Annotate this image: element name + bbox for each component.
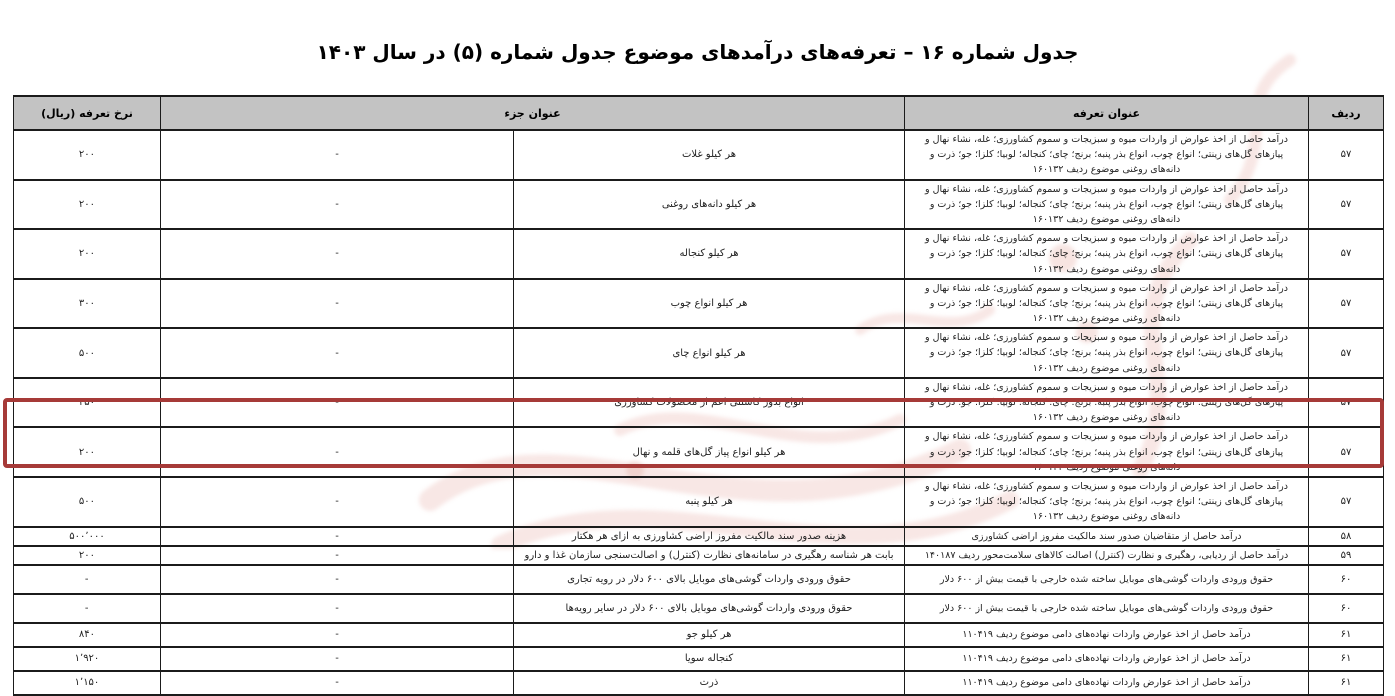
rate-cell: ۸۴۰	[13, 623, 160, 647]
radif-cell: ۵۷	[1309, 229, 1384, 279]
rate-cell: ۳۰۰	[13, 279, 160, 329]
table-row	[13, 647, 1383, 671]
table-header-row	[13, 96, 1383, 130]
component-title-cell: هر کیلو پنبه	[514, 477, 905, 527]
tariff-title-cell: درآمد حاصل از اخذ عوارض از واردات میوه و سبزیجات و سموم کشاورزی؛ غله، نشاء نهال و پیازهای گل‌های زینتی؛ انواع چوب، انواع بذر پنبه؛ برنج؛ چای؛ کنجاله؛ لوبیا؛ کلزا؛ جو؛ ذرت و دانه‌های روغنی موضوع ردیف ۱۶۰۱۳۲	[905, 378, 1309, 428]
radif-cell: ۶۰	[1309, 594, 1384, 623]
radif-cell: ۵۷	[1309, 477, 1384, 527]
component-title-cell: حقوق ورودی واردات گوشی‌های موبایل بالای ۶۰۰ دلار در سایر رویه‌ها	[514, 594, 905, 623]
dash-cell: -	[160, 594, 513, 623]
tariff-title-cell: درآمد حاصل از متقاضیان صدور سند مالکیت مفروز اراضی کشاورزی	[905, 527, 1309, 546]
table-row	[13, 180, 1383, 230]
dash-cell: -	[160, 527, 513, 546]
rate-cell: ۱٬۱۵۰	[13, 671, 160, 695]
dash-cell: -	[160, 229, 513, 279]
rate-cell: ۲۰۰	[13, 546, 160, 565]
radif-cell: ۶۱	[1309, 623, 1384, 647]
component-title-cell: حقوق ورودی واردات گوشی‌های موبایل بالای ۶۰۰ دلار در رویه تجاری	[514, 565, 905, 594]
component-title-cell: بابت هر شناسه رهگیری در سامانه‌های نظارت (کنترل) و اصالت‌سنجی سازمان غذا و دارو	[514, 546, 905, 565]
table-row	[13, 328, 1383, 378]
radif-cell: ۵۷	[1309, 328, 1384, 378]
component-title-cell: هر کیلو انواع پیاز گل‌های قلمه و نهال	[514, 427, 905, 477]
radif-cell: ۵۷	[1309, 180, 1384, 230]
tariff-table	[13, 95, 1384, 696]
rate-cell: -	[13, 565, 160, 594]
dash-cell: -	[160, 477, 513, 527]
dash-cell: -	[160, 647, 513, 671]
radif-cell: ۶۱	[1309, 647, 1384, 671]
dash-cell: -	[160, 671, 513, 695]
radif-cell: ۵۹	[1309, 546, 1384, 565]
component-title-cell: انواع بذور کاشتنی اعم از محصولات کشاورزی	[514, 378, 905, 428]
component-title-cell: هر کیلو کنجاله	[514, 229, 905, 279]
rate-cell: -	[13, 594, 160, 623]
radif-cell: ۶۰	[1309, 565, 1384, 594]
dash-cell: -	[160, 623, 513, 647]
table-row	[13, 565, 1383, 594]
radif-cell: ۵۷	[1309, 279, 1384, 329]
table-row	[13, 527, 1383, 546]
tariff-table-container	[14, 95, 1384, 696]
table-row	[13, 671, 1383, 695]
component-title-cell: هر کیلو انواع چوب	[514, 279, 905, 329]
rate-cell: ۵۰۰٬۰۰۰	[13, 527, 160, 546]
rate-cell: ۲۵۰	[13, 378, 160, 428]
header-tariff-title: عنوان تعرفه	[905, 96, 1309, 130]
radif-cell: ۶۱	[1309, 671, 1384, 695]
component-title-cell: هر کیلو جو	[514, 623, 905, 647]
dash-cell: -	[160, 546, 513, 565]
rate-cell: ۲۰۰	[13, 427, 160, 477]
table-row	[13, 594, 1383, 623]
dash-cell: -	[160, 378, 513, 428]
component-title-cell: هر کیلو غلات	[514, 130, 905, 180]
tariff-title-cell: حقوق ورودی واردات گوشی‌های موبایل ساخته شده خارجی با قیمت بیش از ۶۰۰ دلار	[905, 565, 1309, 594]
header-radif: ردیف	[1309, 96, 1384, 130]
table-row	[13, 279, 1383, 329]
table-row	[13, 623, 1383, 647]
component-title-cell: ذرت	[514, 671, 905, 695]
header-component-title: عنوان جزء	[160, 96, 904, 130]
radif-cell: ۵۷	[1309, 427, 1384, 477]
component-title-cell: هر کیلو انواع چای	[514, 328, 905, 378]
dash-cell: -	[160, 328, 513, 378]
tariff-title-cell: درآمد حاصل از اخذ عوارض واردات نهاده‌های دامی موضوع ردیف ۱۱۰۴۱۹	[905, 647, 1309, 671]
tariff-title-cell: درآمد حاصل از اخذ عوارض از واردات میوه و سبزیجات و سموم کشاورزی؛ غله، نشاء نهال و پیازهای گل‌های زینتی؛ انواع چوب، انواع بذر پنبه؛ برنج؛ چای؛ کنجاله؛ لوبیا؛ کلزا؛ جو؛ ذرت و دانه‌های روغنی موضوع ردیف ۱۶۰۱۳۲	[905, 427, 1309, 477]
component-title-cell: هزینه صدور سند مالکیت مفروز اراضی کشاورزی به ازای هر هکتار	[514, 527, 905, 546]
header-rate: نرخ تعرفه (ریال)	[13, 96, 160, 130]
radif-cell: ۵۸	[1309, 527, 1384, 546]
tariff-title-cell: درآمد حاصل از اخذ عوارض از واردات میوه و سبزیجات و سموم کشاورزی؛ غله، نشاء نهال و پیازهای گل‌های زینتی؛ انواع چوب، انواع بذر پنبه؛ برنج؛ چای؛ کنجاله؛ لوبیا؛ کلزا؛ جو؛ ذرت و دانه‌های روغنی موضوع ردیف ۱۶۰۱۳۲	[905, 180, 1309, 230]
tariff-title-cell: حقوق ورودی واردات گوشی‌های موبایل ساخته شده خارجی با قیمت بیش از ۶۰۰ دلار	[905, 594, 1309, 623]
rate-cell: ۲۰۰	[13, 229, 160, 279]
tariff-title-cell: درآمد حاصل از ردیابی، رهگیری و نظارت (کنترل) اصالت کالاهای سلامت‌محور ردیف ۱۴۰۱۸۷	[905, 546, 1309, 565]
tariff-title-cell: درآمد حاصل از اخذ عوارض واردات نهاده‌های دامی موضوع ردیف ۱۱۰۴۱۹	[905, 623, 1309, 647]
tariff-title-cell: درآمد حاصل از اخذ عوارض از واردات میوه و سبزیجات و سموم کشاورزی؛ غله، نشاء نهال و پیازهای گل‌های زینتی؛ انواع چوب، انواع بذر پنبه؛ برنج؛ چای؛ کنجاله؛ لوبیا؛ کلزا؛ جو؛ ذرت و دانه‌های روغنی موضوع ردیف ۱۶۰۱۳۲	[905, 130, 1309, 180]
dash-cell: -	[160, 130, 513, 180]
tariff-title-cell: درآمد حاصل از اخذ عوارض از واردات میوه و سبزیجات و سموم کشاورزی؛ غله، نشاء نهال و پیازهای گل‌های زینتی؛ انواع چوب، انواع بذر پنبه؛ برنج؛ چای؛ کنجاله؛ لوبیا؛ کلزا؛ جو؛ ذرت و دانه‌های روغنی موضوع ردیف ۱۶۰۱۳۲	[905, 477, 1309, 527]
table-row	[13, 477, 1383, 527]
rate-cell: ۲۰۰	[13, 130, 160, 180]
dash-cell: -	[160, 565, 513, 594]
tariff-title-cell: درآمد حاصل از اخذ عوارض از واردات میوه و سبزیجات و سموم کشاورزی؛ غله، نشاء نهال و پیازهای گل‌های زینتی؛ انواع چوب، انواع بذر پنبه؛ برنج؛ چای؛ کنجاله؛ لوبیا؛ کلزا؛ جو؛ ذرت و دانه‌های روغنی موضوع ردیف ۱۶۰۱۳۲	[905, 279, 1309, 329]
tariff-title-cell: درآمد حاصل از اخذ عوارض از واردات میوه و سبزیجات و سموم کشاورزی؛ غله، نشاء نهال و پیازهای گل‌های زینتی؛ انواع چوب، انواع بذر پنبه؛ برنج؛ چای؛ کنجاله؛ لوبیا؛ کلزا؛ جو؛ ذرت و دانه‌های روغنی موضوع ردیف ۱۶۰۱۳۲	[905, 229, 1309, 279]
component-title-cell: کنجاله سویا	[514, 647, 905, 671]
page-title: جدول شماره ۱۶ – تعرفه‌های درآمدهای موضوع جدول شماره (۵) در سال ۱۴۰۳	[316, 40, 1079, 64]
tariff-title-cell: درآمد حاصل از اخذ عوارض واردات نهاده‌های دامی موضوع ردیف ۱۱۰۴۱۹	[905, 671, 1309, 695]
component-title-cell: هر کیلو دانه‌های روغنی	[514, 180, 905, 230]
table-row	[13, 130, 1383, 180]
rate-cell: ۵۰۰	[13, 477, 160, 527]
radif-cell: ۵۷	[1309, 378, 1384, 428]
radif-cell: ۵۷	[1309, 130, 1384, 180]
table-row	[13, 378, 1383, 428]
table-row	[13, 427, 1383, 477]
rate-cell: ۱٬۹۲۰	[13, 647, 160, 671]
rate-cell: ۵۰۰	[13, 328, 160, 378]
tariff-title-cell: درآمد حاصل از اخذ عوارض از واردات میوه و سبزیجات و سموم کشاورزی؛ غله، نشاء نهال و پیازهای گل‌های زینتی؛ انواع چوب، انواع بذر پنبه؛ برنج؛ چای؛ کنجاله؛ لوبیا؛ کلزا؛ جو؛ ذرت و دانه‌های روغنی موضوع ردیف ۱۶۰۱۳۲	[905, 328, 1309, 378]
table-body	[13, 130, 1383, 695]
dash-cell: -	[160, 180, 513, 230]
dash-cell: -	[160, 427, 513, 477]
table-row	[13, 229, 1383, 279]
dash-cell: -	[160, 279, 513, 329]
rate-cell: ۲۰۰	[13, 180, 160, 230]
